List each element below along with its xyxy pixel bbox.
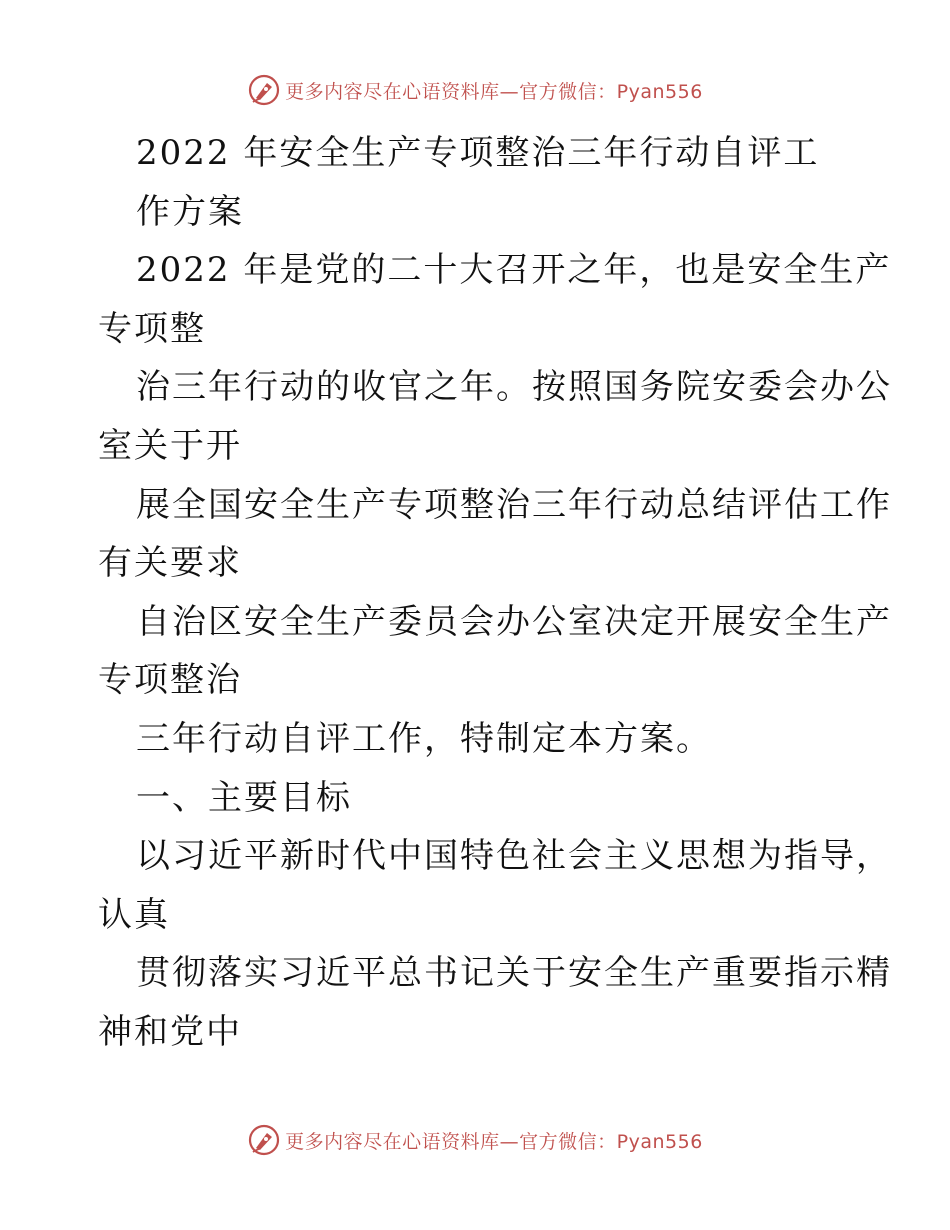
paragraph-line: 三年行动自评工作，特制定本方案。 bbox=[136, 718, 712, 759]
footer-watermark-banner bbox=[0, 1120, 950, 1160]
paragraph-line: 专项整治 bbox=[98, 660, 242, 701]
document-body bbox=[98, 124, 892, 1062]
paragraph-line: 2022 年是党的二十大召开之年，也是安全生产 bbox=[136, 250, 892, 291]
watermark-wechat-text: 官方微信：Pyan556 bbox=[519, 1130, 703, 1153]
paragraph-line: 神和党中 bbox=[98, 1011, 242, 1052]
paragraph-line: 有关要求 bbox=[98, 543, 242, 584]
pen-nib-logo-icon bbox=[247, 1123, 281, 1157]
paragraph-line: 以习近平新时代中国特色社会主义思想为指导， bbox=[136, 836, 892, 877]
paragraph-line: 室关于开 bbox=[98, 425, 242, 466]
header-watermark-banner bbox=[0, 70, 950, 110]
section-heading: 一、主要目标 bbox=[136, 777, 352, 818]
paragraph-line: 展全国安全生产专项整治三年行动总结评估工作 bbox=[136, 484, 892, 525]
watermark-brand-text: 更多内容尽在心语资料库— bbox=[285, 80, 520, 103]
doc-title-line-2: 作方案 bbox=[136, 191, 244, 232]
doc-title-line-1: 2022 年安全生产专项整治三年行动自评工 bbox=[136, 133, 820, 173]
watermark-brand-text: 更多内容尽在心语资料库— bbox=[285, 1130, 520, 1153]
paragraph-line: 专项整 bbox=[98, 308, 206, 349]
paragraph-line: 自治区安全生产委员会办公室决定开展安全生产 bbox=[136, 601, 892, 642]
paragraph-line: 治三年行动的收官之年。按照国务院安委会办公 bbox=[136, 367, 892, 408]
pen-nib-logo-icon bbox=[247, 73, 281, 107]
watermark-wechat-text: 官方微信：Pyan556 bbox=[519, 80, 703, 103]
paragraph-line: 认真 bbox=[98, 894, 170, 935]
paragraph-line: 贯彻落实习近平总书记关于安全生产重要指示精 bbox=[136, 953, 892, 994]
